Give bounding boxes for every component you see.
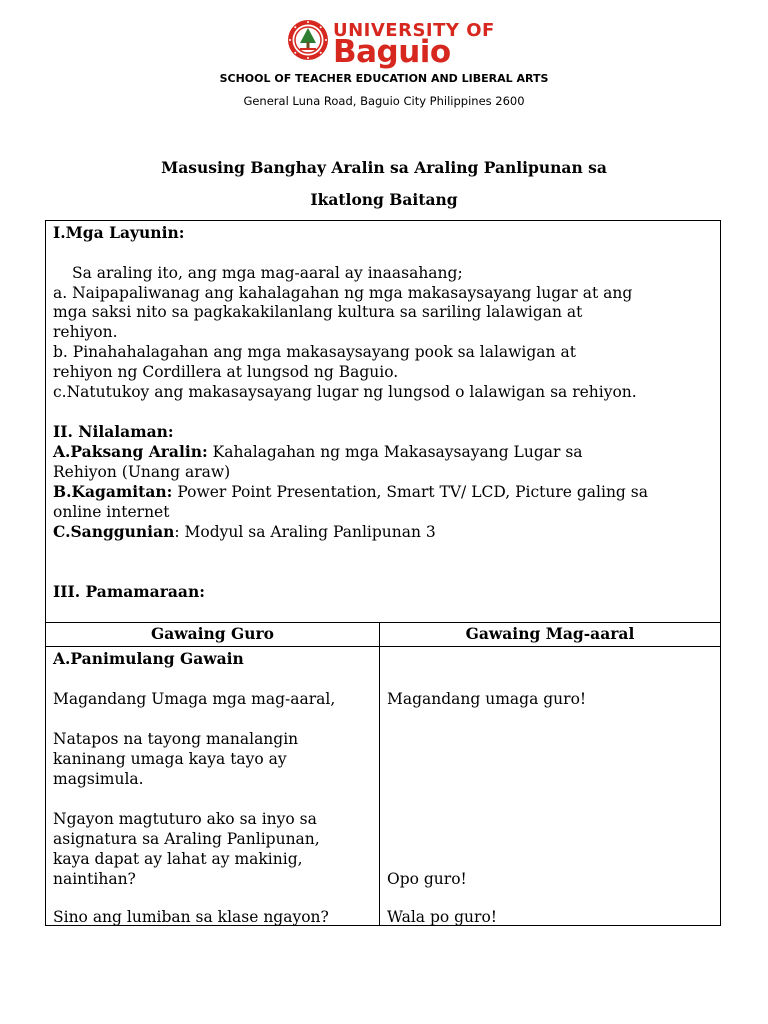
paksang-aralin (53, 442, 583, 462)
table-header-bottom-border (46, 646, 720, 647)
paksang-aralin-text-line2: Rehiyon (Unang araw) (53, 463, 231, 481)
objective-b-line2: rehiyon ng Cordillera at lungsod ng Baguio. (53, 363, 399, 381)
school-address: General Luna Road, Baguio City Philippines 2600 (243, 94, 525, 108)
table-header-gawaing-guro: Gawaing Guro (150, 624, 275, 643)
sanggunian (53, 522, 436, 542)
table-header-gawaing-mag-aaral: Gawaing Mag-aaral (465, 624, 635, 643)
section-1-heading: I.Mga Layunin: (53, 223, 185, 242)
table-column-divider (379, 622, 380, 925)
lesson-plan-box (45, 220, 721, 926)
kagamitan-text: Power Point Presentation, Smart TV/ LCD, Picture galing sa (172, 483, 648, 501)
objectives-intro: Sa araling ito, ang mga mag-aaral ay inaasahang; (72, 264, 463, 282)
objective-a-line2: mga saksi nito sa pagkakakilanlang kultura sa sariling lalawigan at (53, 303, 583, 321)
section-3-heading: III. Pamamaraan: (53, 582, 205, 601)
objective-a-line1: a. Naipapaliwanag ang kahalagahan ng mga makasaysayang lugar at ang (53, 284, 633, 302)
teacher-lesson-line2: asignatura sa Araling Panlipunan, (53, 830, 320, 848)
paksang-aralin-text: Kahalagahan ng mga Makasaysayang Lugar sa (207, 443, 583, 461)
document-title-line2: Ikatlong Baitang (310, 190, 458, 209)
teacher-lesson-line1: Ngayon magtuturo ako sa inyo sa (53, 810, 317, 828)
kagamitan-text-line2: online internet (53, 503, 170, 521)
student-opo: Opo guro! (387, 870, 467, 888)
teacher-prayer-line3: magsimula. (53, 770, 144, 788)
logo-text-baguio: Baguio (333, 34, 451, 70)
objective-a-line3: rehiyon. (53, 323, 118, 341)
teacher-prayer-line1: Natapos na tayong manalangin (53, 730, 299, 748)
sanggunian-label: C.Sanggunian (53, 522, 175, 541)
teacher-absent-question: Sino ang lumiban sa klase ngayon? (53, 908, 329, 926)
section-2-heading: II. Nilalaman: (53, 422, 174, 441)
kagamitan (53, 482, 648, 502)
student-greeting: Magandang umaga guro! (387, 690, 587, 708)
paksang-aralin-label-a: A (53, 442, 66, 461)
teacher-lesson-line4: naintihan? (53, 870, 136, 888)
teacher-greeting: Magandang Umaga mga mag-aaral, (53, 690, 336, 708)
objective-c: c.Natutukoy ang makasaysayang lugar ng lungsod o lalawigan sa rehiyon. (53, 383, 637, 401)
table-top-border (46, 622, 720, 623)
objective-b-line1: b. Pinahahalagahan ang mga makasaysayang pook sa lalawigan at (53, 343, 576, 361)
teacher-prayer-line2: kaninang umaga kaya tayo ay (53, 750, 287, 768)
paksang-aralin-label: .Paksang Aralin: (65, 442, 208, 461)
logo-text-university-of: UNIVERSITY OF (333, 20, 495, 41)
kagamitan-label: B.Kagamitan: (53, 482, 173, 501)
sanggunian-text: : Modyul sa Araling Panlipunan 3 (174, 523, 436, 541)
student-wala: Wala po guro! (387, 908, 498, 926)
school-name: SCHOOL OF TEACHER EDUCATION AND LIBERAL ARTS (219, 72, 549, 85)
letterhead (0, 0, 768, 120)
panimulang-gawain-heading: A.Panimulang Gawain (53, 649, 244, 668)
teacher-lesson-line3: kaya dapat ay lahat ay makinig, (53, 850, 303, 868)
university-seal-icon (287, 19, 329, 61)
document-title-line1: Masusing Banghay Aralin sa Araling Panlipunan sa (161, 158, 607, 177)
